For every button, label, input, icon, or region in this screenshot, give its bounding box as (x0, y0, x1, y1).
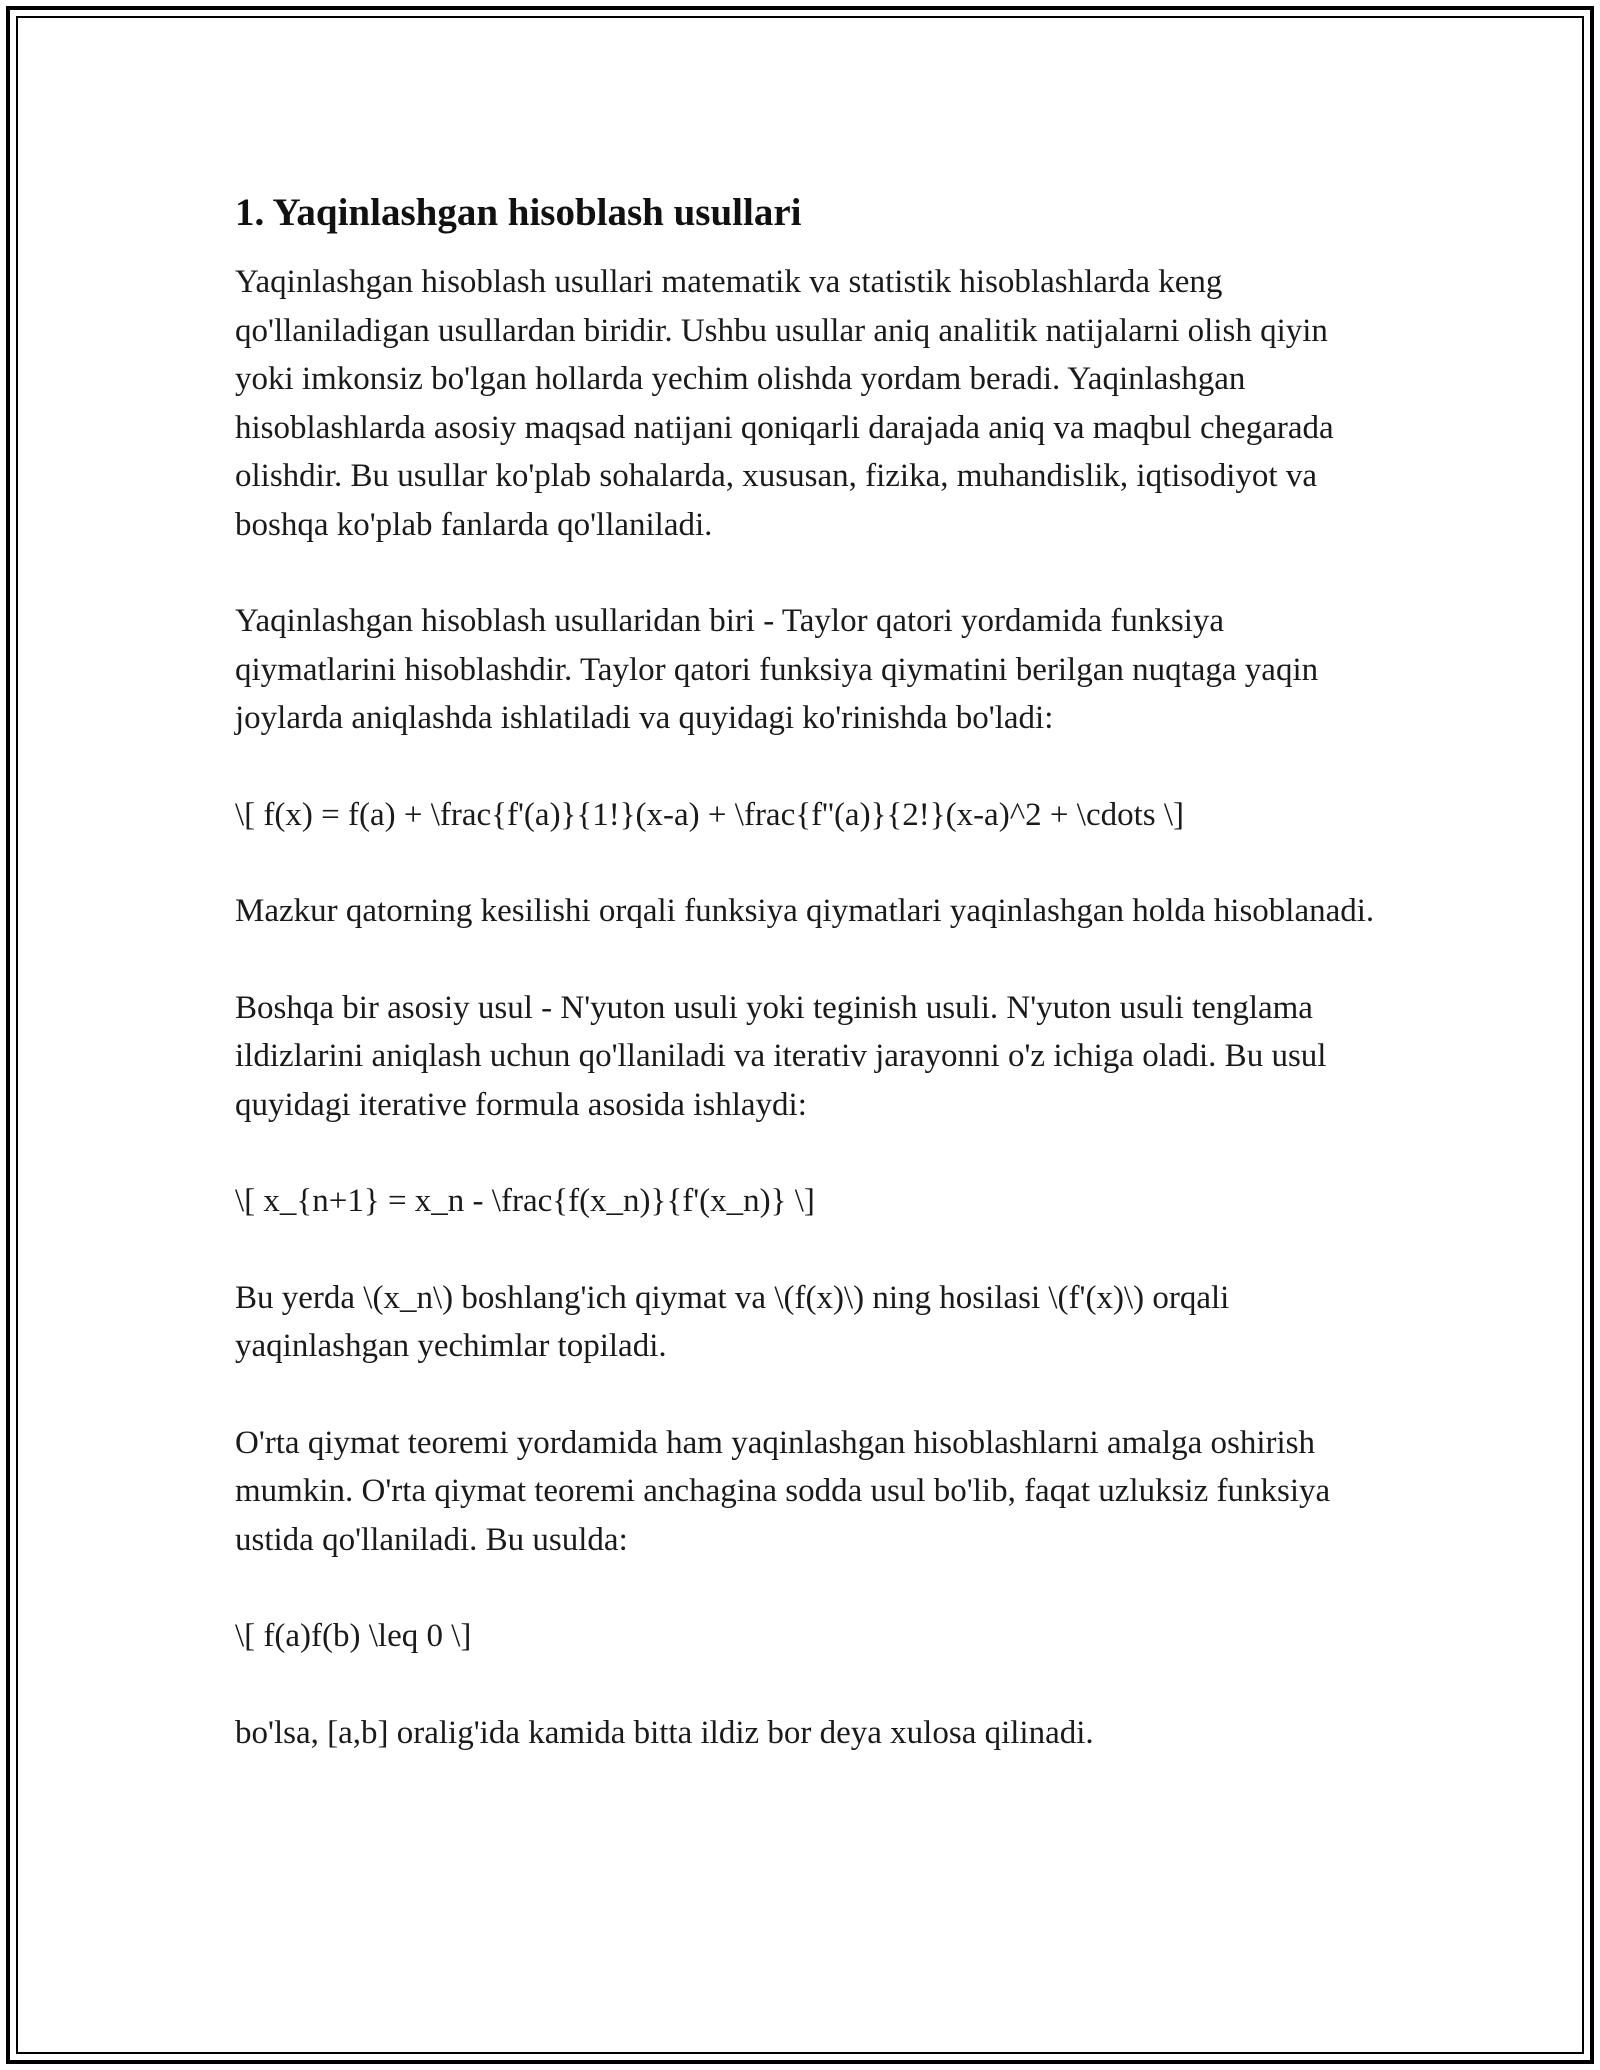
paragraph-newton: Boshqa bir asosiy usul - N'yuton usuli yoki teginish usuli. N'yuton usuli tenglama ildizlarini aniqlash uchun qo'llaniladi va iterativ jarayonni o'z ichiga oladi. Bu usul quyidagi iterative formula asosida ishlaydi: (235, 989, 1327, 1123)
paragraph-conclusion: bo'lsa, [a,b] oralig'ida kamida bitta ildiz bor deya xulosa qilinadi. (235, 1714, 1094, 1751)
formula-sign-condition: \[ f(a)f(b) \leq 0 \] (235, 1618, 472, 1654)
paragraph-intro: Yaqinlashgan hisoblash usullari matematik va statistik hisoblashlarda keng qo'llaniladigan usullardan biridir. Ushbu usullar aniq analitik natijalarni olish qiyin yoki imkonsiz bo'lgan hollarda yechim olishda yordam beradi. Yaqinlashgan hisoblashlarda asosiy maqsad natijani qoniqarli darajada aniq va maqbul chegarada olishdir. Bu usullar ko'plab sohalarda, xususan, fizika, muhandislik, iqtisodiyot va boshqa ko'plab fanlarda qo'llaniladi. (235, 264, 1334, 543)
paragraph-truncation: Mazkur qatorning kesilishi orqali funksiya qiymatlari yaqinlashgan holda hisoblanadi. (235, 893, 1375, 929)
paragraph-mean-value: O'rta qiymat teoremi yordamida ham yaqinlashgan hisoblashlarni amalga oshirish mumkin. O'rta qiymat teoremi anchagina sodda usul bo'lib, faqat uzluksiz funksiya ustida qo'llaniladi. Bu usulda: (235, 1424, 1331, 1558)
paragraph-newton-explanation: Bu yerda \(x_n\) boshlang'ich qiymat va \(f(x)\) ning hosilasi \(f'(x)\) orqali yaqinlashgan yechimlar topiladi. (235, 1279, 1230, 1364)
paragraph-taylor: Yaqinlashgan hisoblash usullaridan biri - Taylor qatori yordamida funksiya qiymatlarini hisoblashdir. Taylor qatori funksiya qiymatini berilgan nuqtaga yaqin joylarda aniqlashda ishlatiladi va quyidagi ko'rinishda bo'ladi: (235, 603, 1319, 736)
document-body (235, 188, 1385, 1805)
formula-taylor-series: \[ f(x) = f(a) + \frac{f'(a)}{1!}(x-a) + \frac{f''(a)}{2!}(x-a)^2 + \cdots \] (235, 796, 1185, 833)
formula-newton-iteration: \[ x_{n+1} = x_n - \frac{f(x_n)}{f'(x_n)} \] (235, 1183, 815, 1219)
page-title: 1. Yaqinlashgan hisoblash usullari (235, 191, 802, 234)
